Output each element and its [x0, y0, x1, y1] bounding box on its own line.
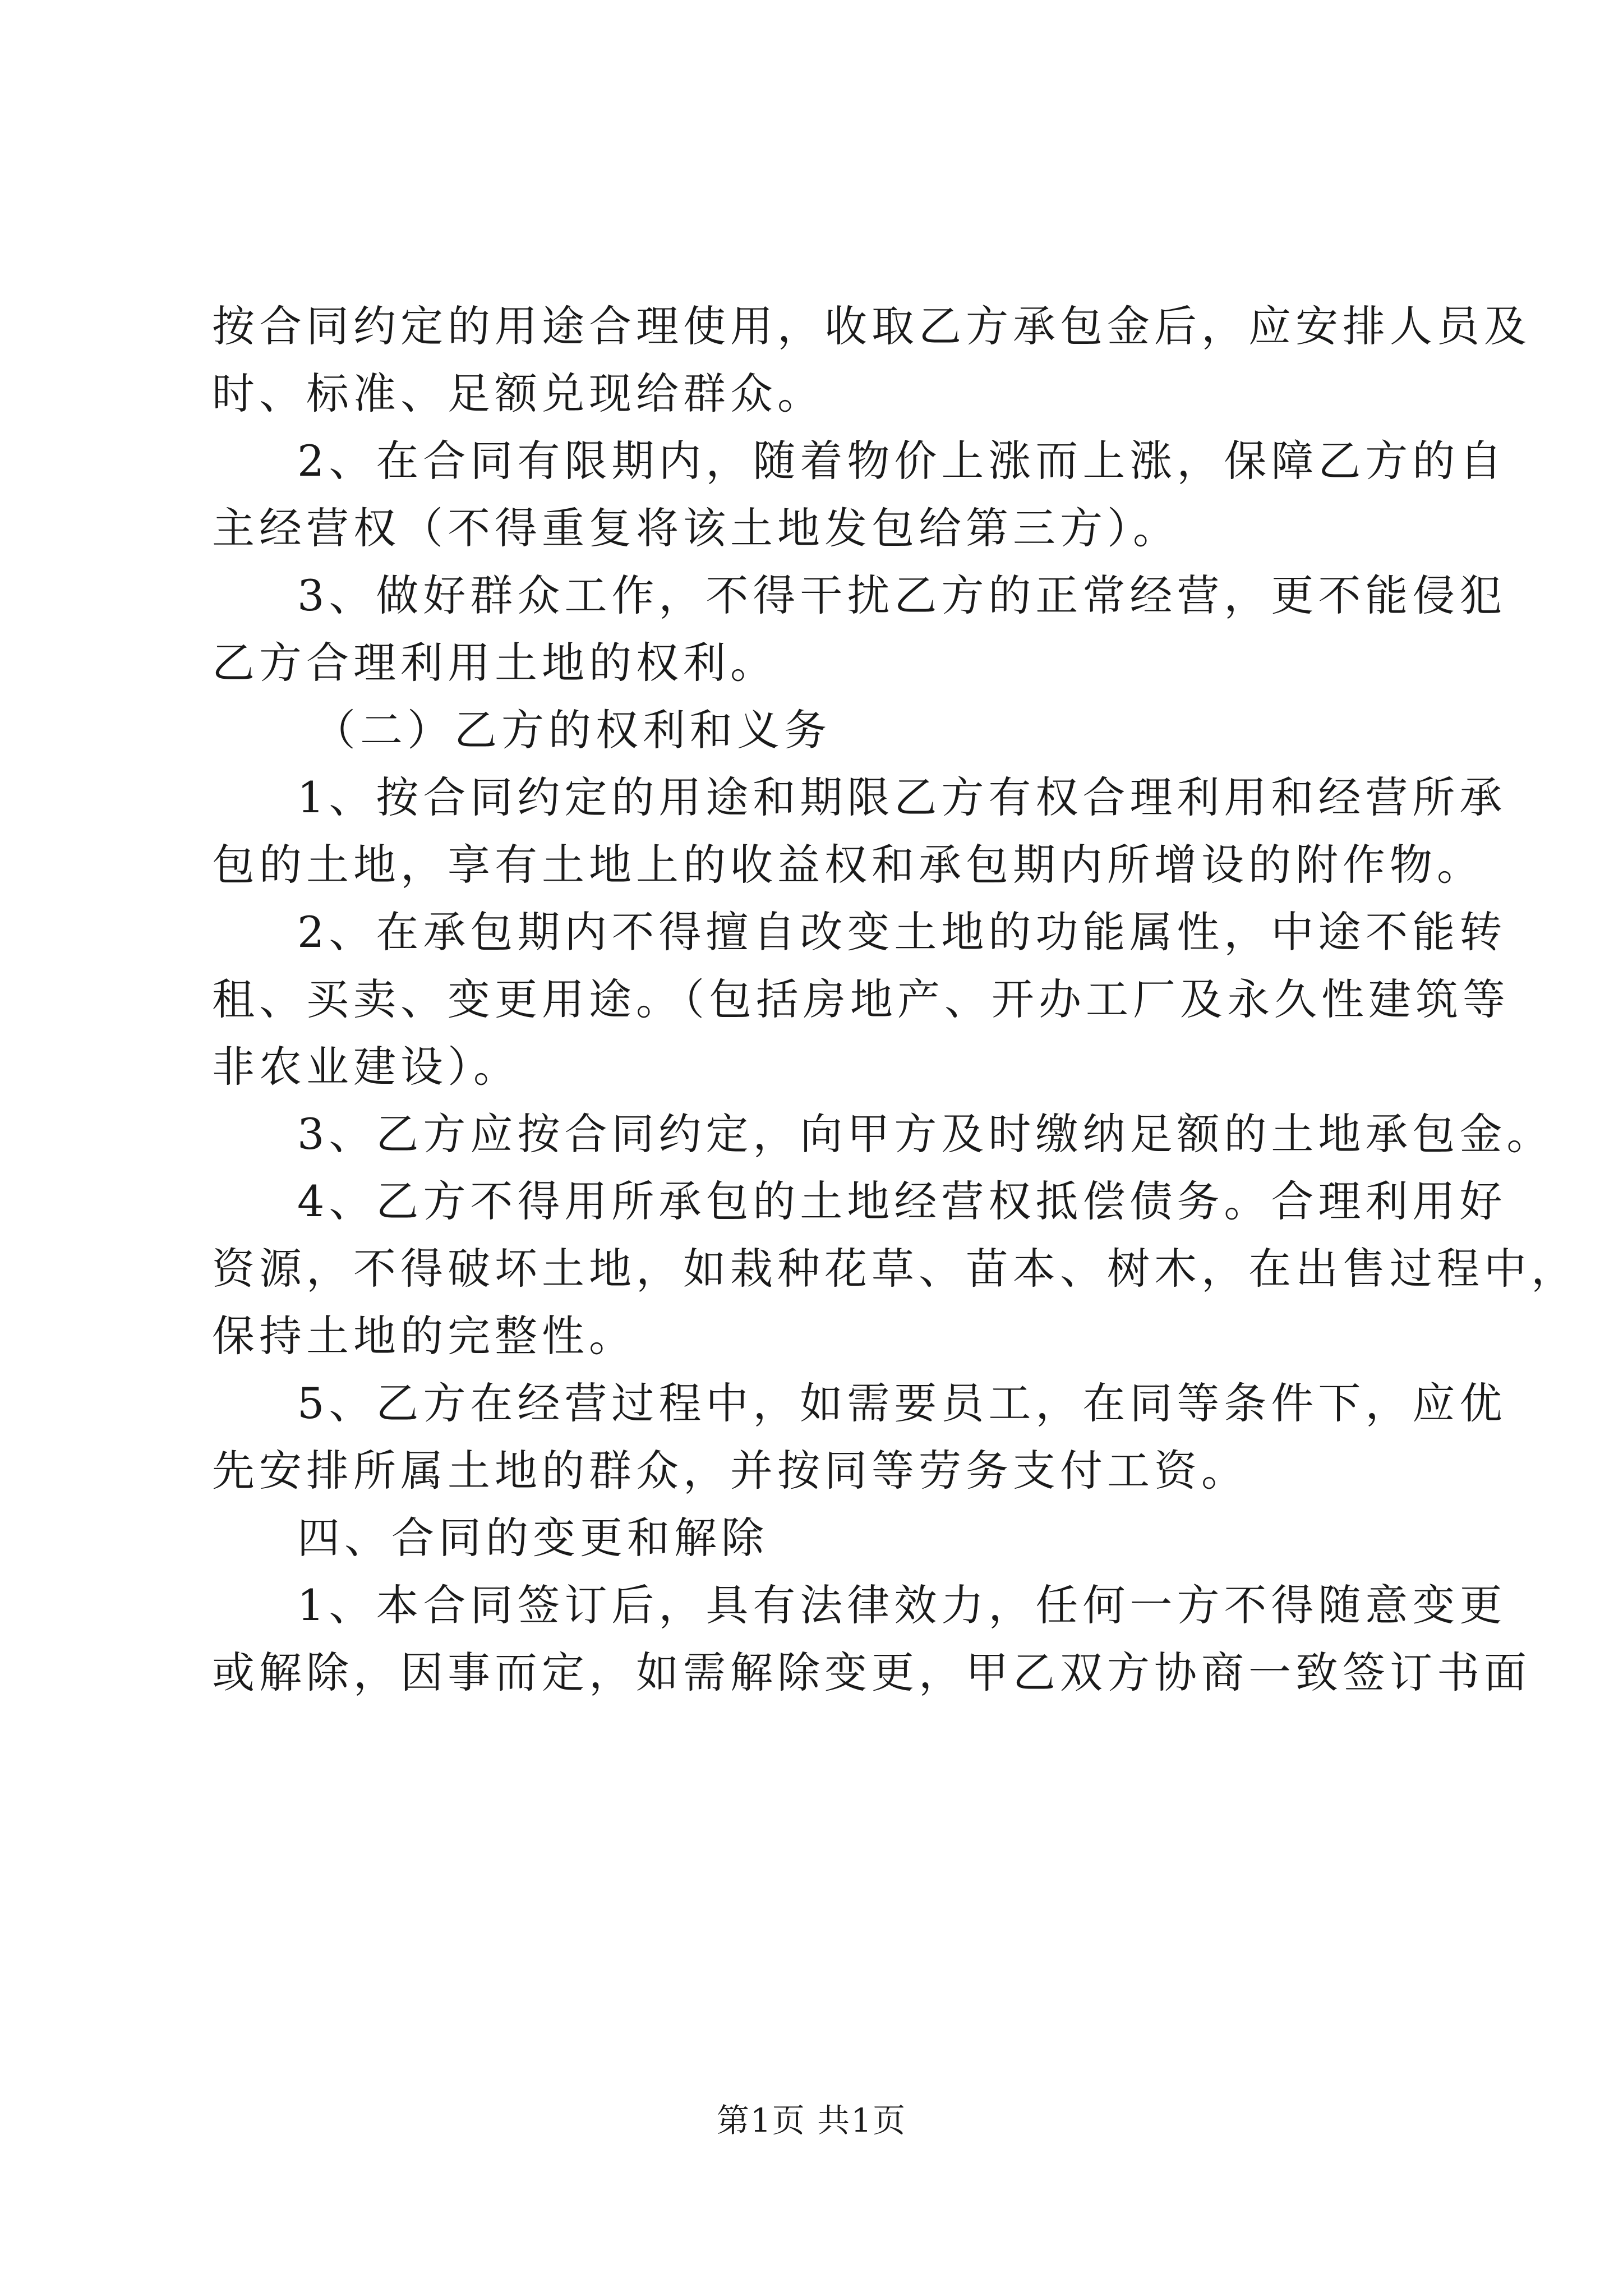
text-line: 或解除，因事而定，如需解除变更，甲乙双方协商一致签订书面 [212, 1648, 1531, 1697]
text-line: 保持土地的完整性。 [212, 1311, 636, 1361]
text-line: 3、乙方应按合同约定，向甲方及时缴纳足额的土地承包金。 [297, 1109, 1554, 1159]
text-line: 5、乙方在经营过程中，如需要员工，在同等条件下，应优 [297, 1378, 1507, 1428]
text-line: 1、本合同签订后，具有法律效力，任何一方不得随意变更 [297, 1580, 1507, 1630]
text-line: 乙方合理利用土地的权利。 [212, 638, 777, 688]
text-line: 先安排所属土地的群众，并按同等劳务支付工资。 [212, 1446, 1248, 1496]
text-line: 时、标准、足额兑现给群众。 [212, 369, 824, 418]
text-line: 4、乙方不得用所承包的土地经营权抵偿债务。合理利用好 [297, 1176, 1507, 1226]
text-line: 1、按合同约定的用途和期限乙方有权合理利用和经营所承 [297, 772, 1507, 822]
text-line: 2、在合同有限期内，随着物价上涨而上涨，保障乙方的自 [297, 436, 1507, 486]
text-line: 租、买卖、变更用途。（包括房地产、开办工厂及永久性建筑等 [212, 974, 1510, 1024]
text-line: 主经营权（不得重复将该土地发包给第三方）。 [212, 503, 1180, 553]
text-line: 资源，不得破坏土地，如栽种花草、苗本、树木，在出售过程中， [212, 1244, 1578, 1294]
text-line: 包的土地，享有土地上的收益权和承包期内所增设的附作物。 [212, 840, 1484, 890]
text-line: 非农业建设）。 [212, 1042, 520, 1092]
text-line: 2、在承包期内不得擅自改变土地的功能属性，中途不能转 [297, 907, 1507, 957]
document-body [212, 293, 1578, 1706]
page-footer: 第1页 共1页 [716, 2101, 907, 2139]
text-line: 按合同约定的用途合理使用，收取乙方承包金后，应安排人员及 [212, 301, 1531, 351]
text-line: 四、合同的变更和解除 [297, 1513, 768, 1563]
text-line: （二）乙方的权利和义务 [313, 705, 831, 755]
text-line: 3、做好群众工作，不得干扰乙方的正常经营，更不能侵犯 [297, 570, 1507, 620]
